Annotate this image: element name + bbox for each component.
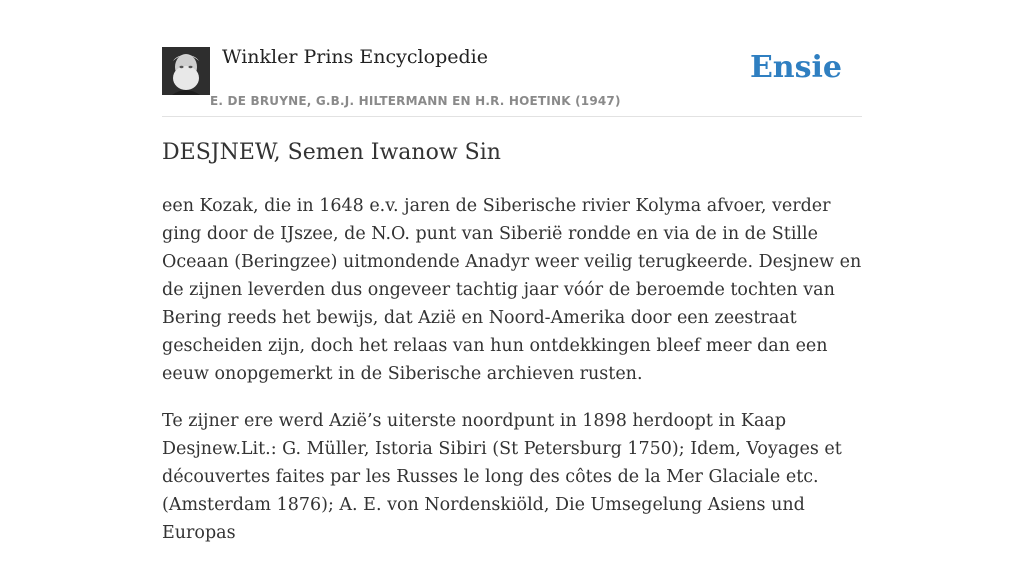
article-paragraph: een Kozak, die in 1648 e.v. jaren de Siberische rivier Kolyma afvoer, verder ging door de IJszee, de N.O. punt van Siberië rondde en via de in de Stille Oceaan (Beringzee) uitmondende Anadyr weer veilig terugkeerde. Desjnew en de zijnen leverden dus ongeveer tachtig jaar vóór de beroemde tochten van Bering reeds het bewijs, dat Azië en Noord-Amerika door een zeestraat gescheiden zijn, doch het relaas van hun ontdekkingen bleef meer dan een eeuw onopgemerkt in de Siberische archieven rusten.: [162, 196, 862, 384]
article-paragraph: Te zijner ere werd Azië’s uiterste noordpunt in 1898 herdoopt in Kaap Desjnew.Lit.: G. Müller, Istoria Sibiri (St Petersburg 1750); Idem, Voyages et découvertes faites par les Russes le long des côtes de la Mer Glaciale etc. (Amsterdam 1876); A. E. von Nordenskiöld, Die Umsegelung Asiens und Europas: [162, 411, 842, 543]
site-header: [162, 40, 862, 117]
author-portrait-avatar: [162, 47, 210, 95]
article-title: DESJNEW, Semen Iwanow Sin: [162, 140, 501, 165]
site-title[interactable]: Winkler Prins Encyclopedie: [222, 46, 488, 68]
article-body: [162, 192, 862, 566]
ensie-logo[interactable]: Ensie: [749, 50, 842, 85]
authors-credit: E. DE BRUYNE, G.B.J. HILTERMANN EN H.R. HOETINK (1947): [210, 94, 621, 108]
